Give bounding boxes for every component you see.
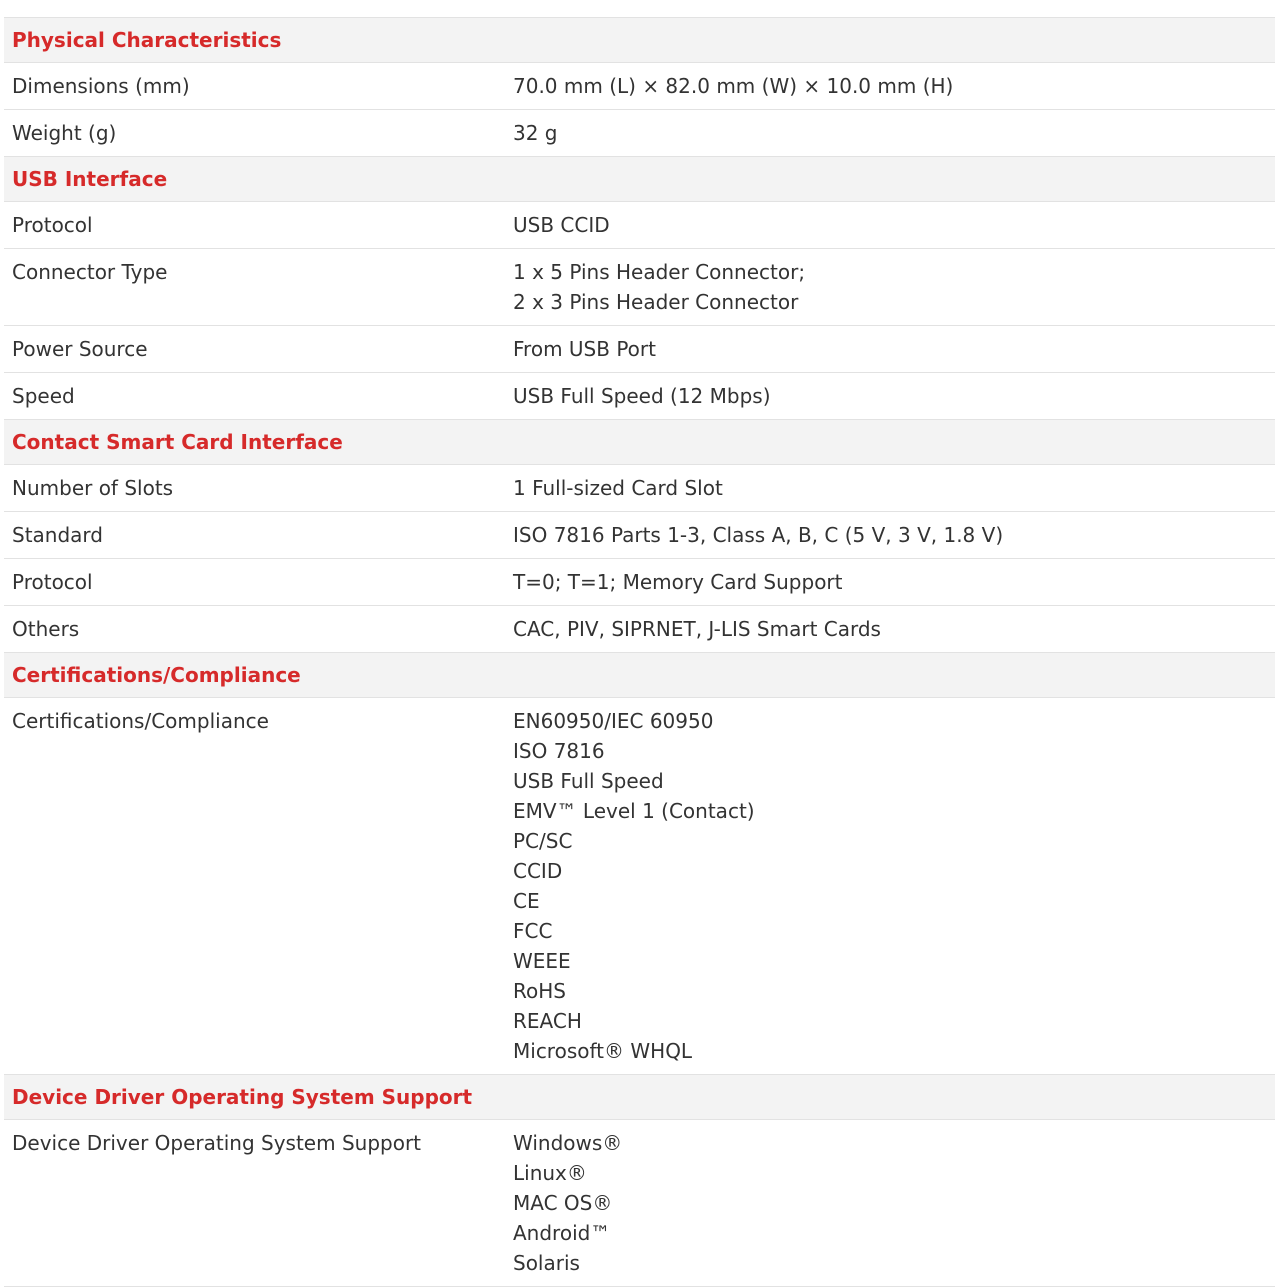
table-row <box>4 373 1275 420</box>
spec-label: Others <box>12 617 80 641</box>
spec-value-line: Linux® <box>513 1161 587 1185</box>
spec-value-line: Android™ <box>513 1221 611 1245</box>
spec-value-line: CCID <box>513 859 563 883</box>
section-header-row <box>4 420 1275 465</box>
spec-value-line: RoHS <box>513 979 566 1003</box>
spec-value-line: PC/SC <box>513 829 573 853</box>
spec-label: Device Driver Operating System Support <box>12 1131 422 1155</box>
section-title: Device Driver Operating System Support <box>12 1084 473 1109</box>
section-title: Contact Smart Card Interface <box>12 429 343 454</box>
section-header-row <box>4 1075 1275 1120</box>
spec-label: Certifications/Compliance <box>12 709 269 733</box>
table-row <box>4 63 1275 110</box>
section-header-row <box>4 653 1275 698</box>
spec-value-line: Microsoft® WHQL <box>513 1039 693 1063</box>
table-row <box>4 1120 1275 1287</box>
spec-label: Connector Type <box>12 260 168 284</box>
spec-value-line: ISO 7816 Parts 1-3, Class A, B, C (5 V, 3 V, 1.8 V) <box>513 523 1004 547</box>
spec-value <box>513 381 1275 411</box>
table-row <box>4 326 1275 373</box>
spec-value-line: CAC, PIV, SIPRNET, J-LIS Smart Cards <box>513 617 881 641</box>
spec-value <box>513 257 1275 317</box>
spec-value-line: ISO 7816 <box>513 739 605 763</box>
section-header-row <box>4 18 1275 63</box>
spec-value <box>513 334 1275 364</box>
table-row <box>4 606 1275 653</box>
spec-value-line: FCC <box>513 919 553 943</box>
spec-value-line: 32 g <box>513 121 558 145</box>
spec-value-line: Windows® <box>513 1131 623 1155</box>
spec-value-line: EMV™ Level 1 (Contact) <box>513 799 755 823</box>
spec-label: Dimensions (mm) <box>12 74 190 98</box>
table-row <box>4 110 1275 157</box>
spec-table <box>4 17 1275 1287</box>
spec-label: Speed <box>12 384 75 408</box>
table-row <box>4 249 1275 326</box>
spec-value-line: 1 x 5 Pins Header Connector; <box>513 260 806 284</box>
spec-value <box>513 567 1275 597</box>
spec-label: Weight (g) <box>12 121 117 145</box>
spec-label: Protocol <box>12 570 93 594</box>
spec-value-line: EN60950/IEC 60950 <box>513 709 714 733</box>
spec-value-line: From USB Port <box>513 337 656 361</box>
table-row <box>4 202 1275 249</box>
spec-value <box>513 706 1275 1066</box>
section-title: USB Interface <box>12 166 168 191</box>
section-header-row <box>4 157 1275 202</box>
spec-value-line: 1 Full-sized Card Slot <box>513 476 723 500</box>
spec-value <box>513 118 1275 148</box>
spec-value <box>513 71 1275 101</box>
table-row <box>4 512 1275 559</box>
spec-value <box>513 1128 1275 1278</box>
section-title: Physical Characteristics <box>12 27 282 52</box>
section-title: Certifications/Compliance <box>12 662 301 687</box>
spec-value <box>513 210 1275 240</box>
spec-value <box>513 520 1275 550</box>
spec-value-line: MAC OS® <box>513 1191 613 1215</box>
spec-label: Number of Slots <box>12 476 174 500</box>
spec-value-line: Solaris <box>513 1251 580 1275</box>
spec-value-line: USB Full Speed <box>513 769 664 793</box>
spec-value-line: USB CCID <box>513 213 610 237</box>
table-row <box>4 465 1275 512</box>
spec-value-line: USB Full Speed (12 Mbps) <box>513 384 771 408</box>
spec-value <box>513 614 1275 644</box>
spec-label: Standard <box>12 523 103 547</box>
spec-value-line: 70.0 mm (L) × 82.0 mm (W) × 10.0 mm (H) <box>513 74 954 98</box>
spec-value-line: REACH <box>513 1009 582 1033</box>
spec-value <box>513 473 1275 503</box>
spec-value-line: 2 x 3 Pins Header Connector <box>513 290 799 314</box>
table-row <box>4 559 1275 606</box>
spec-value-line: T=0; T=1; Memory Card Support <box>513 570 843 594</box>
spec-value-line: CE <box>513 889 540 913</box>
spec-value-line: WEEE <box>513 949 571 973</box>
spec-label: Power Source <box>12 337 148 361</box>
spec-label: Protocol <box>12 213 93 237</box>
table-row <box>4 698 1275 1075</box>
